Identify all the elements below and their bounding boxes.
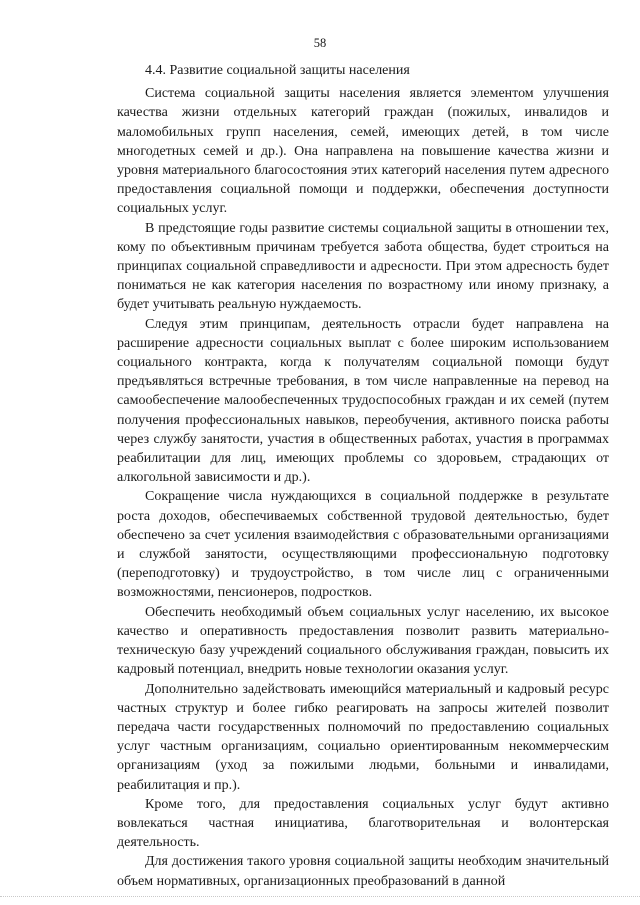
paragraph: Кроме того, для предоставления социальных услуг будут активно вовлекаться частная инициатива, благотворительная и волонтерская деятельность. [117,796,609,851]
paragraph: В предстоящие годы развитие системы социальной защиты в отношении тех, кому по объективным причинам требуется забота общества, будет строиться на принципах социальной справедливости и адресности. При этом адресность будет пониматься не как категория населения по возрастному или иному признаку, а будет учитывать реальную нуждаемость. [117,220,609,313]
paragraph: Для достижения такого уровня социальной защиты необходим значительный объем нормативных, организационных преобразований в данной [117,854,609,889]
paragraph: Обеспечить необходимый объем социальных услуг населению, их высокое качество и оперативность предоставления позволит развить материально-техническую базу учреждений социального обслуживания граждан, повысить их кадровый потенциал, внедрить новые технологии оказания услуг. [117,604,609,678]
section-heading: 4.4. Развитие социальной защиты населения [145,63,410,78]
paragraph: Следуя этим принципам, деятельность отрасли будет направлена на расширение адресности социальных выплат с более широким использованием социального контракта, когда к получателям социальной помощи будут предъявляться встречные требования, в том числе направленные на перевод на самообеспечение малообеспеченных трудоспособных граждан и их семей (путем получения профессиональных навыков, переобучения, активного поиска работы через службу занятости, участия в общественных работах, участия в программах реабилитации для лиц, имеющих проблемы со здоровьем, страдающих от алкогольной зависимости и др.). [117,316,609,486]
paragraph: Сокращение числа нуждающихся в социальной поддержке в результате роста доходов, обеспечиваемых собственной трудовой деятельностью, будет обеспечено за счет усиления взаимодействия с образовательными организациями и службой занятости, осуществляющими профессиональную подготовку (переподготовку) и трудоустройство, в том числе лиц с ограниченными возможностями, пенсионеров, подростков. [117,489,609,601]
document-body [117,61,609,891]
page-number: 58 [313,36,327,50]
paragraph: Система социальной защиты населения является элементом улучшения качества жизни отдельных категорий граждан (пожилых, инвалидов и маломобильных групп населения, семей, имеющих детей, в том числе многодетных семей и др.). Она направлена на повышение качества жизни и уровня материального благосостояния этих категорий населения путем адресного предоставления социальной помощи и поддержки, обеспечения доступности социальных услуг. [117,86,609,217]
paragraph: Дополнительно задействовать имеющийся материальный и кадровый ресурс частных структур и более гибко реагировать на запросы жителей позволит передача части государственных полномочий по предоставлению социальных услуг частным организациям, социально ориентированным некоммерческим организациям (уход за пожилыми людьми, больными и инвалидами, реабилитация и пр.). [117,681,609,793]
scan-edge-divider [0,896,640,897]
